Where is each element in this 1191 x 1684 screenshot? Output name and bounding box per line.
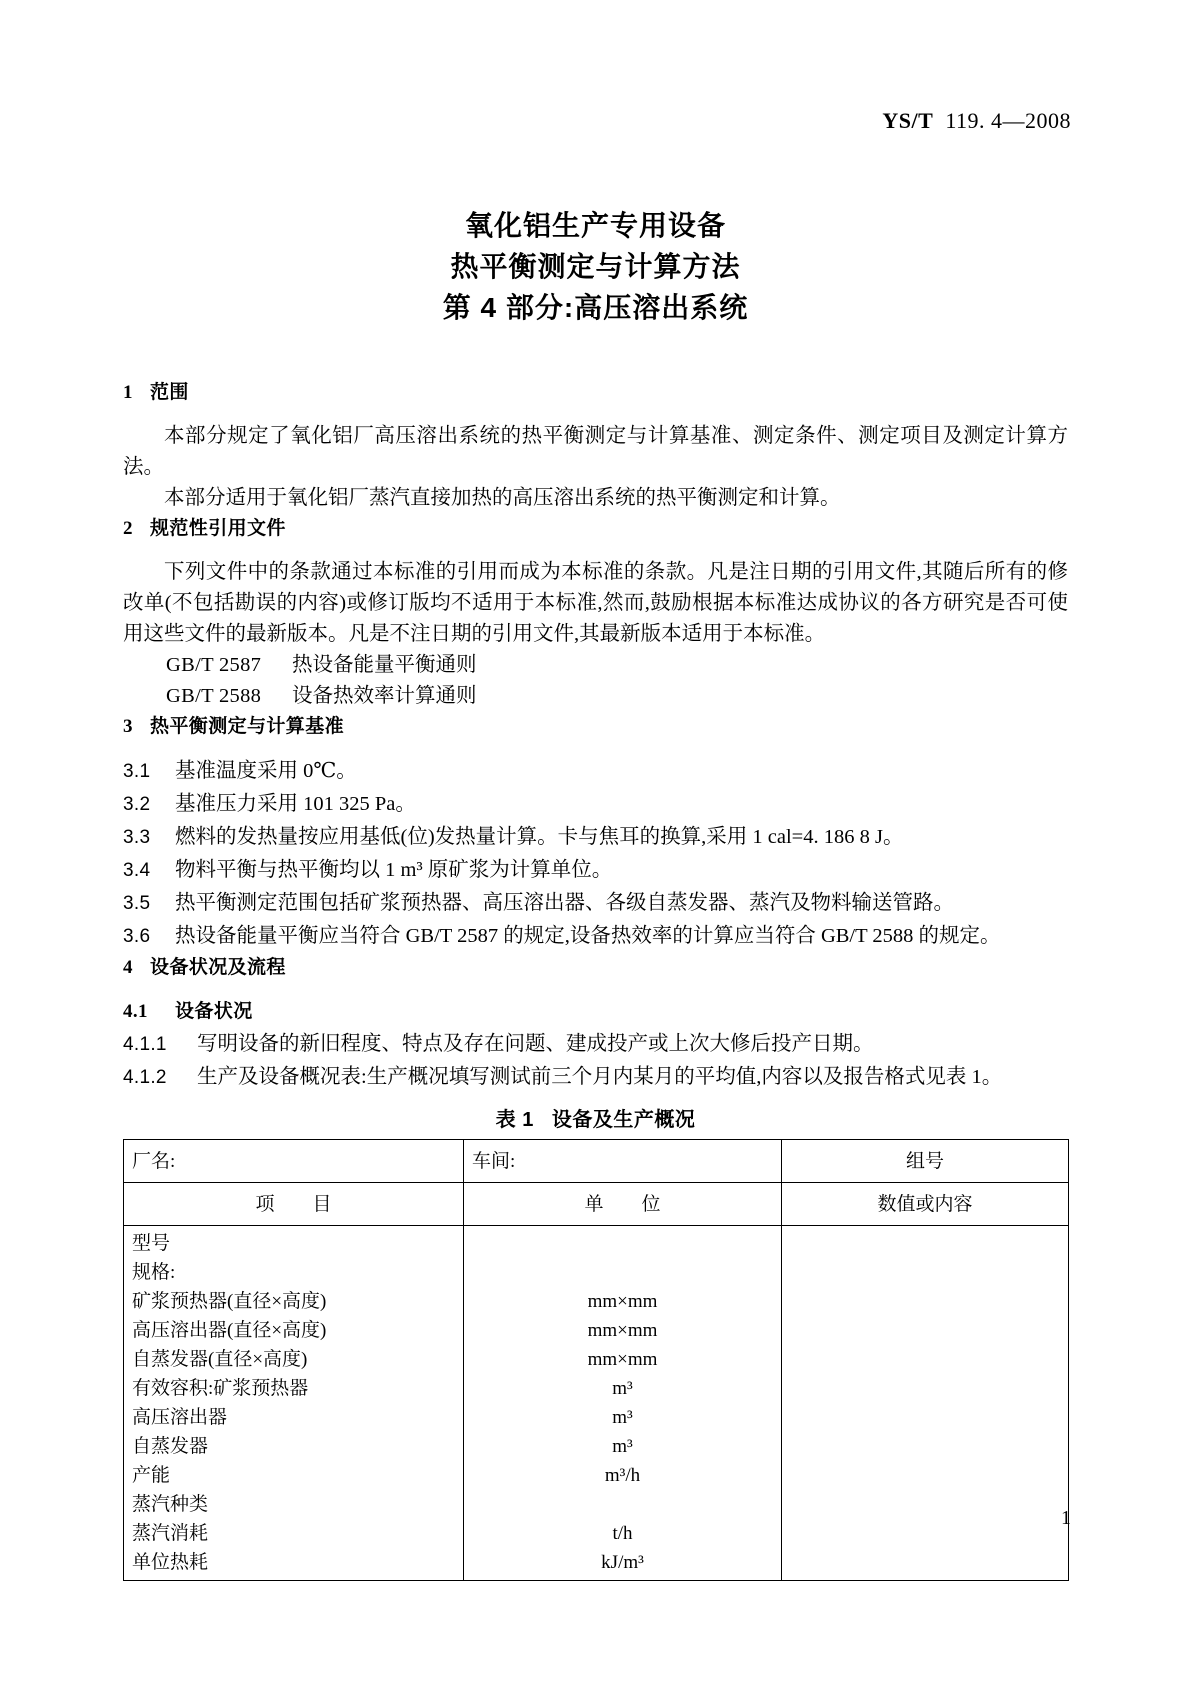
item-label: 蒸汽消耗 <box>132 1523 209 1544</box>
normative-reference-2 <box>123 681 1068 712</box>
workshop-cell[interactable]: 车间: <box>464 1140 782 1183</box>
item-label: 矿浆预热器(直径×高度) <box>132 1291 327 1312</box>
table-caption <box>123 1103 1068 1132</box>
item-label: 规格: <box>132 1262 176 1283</box>
column-header-value: 数值或内容 <box>782 1183 1069 1226</box>
column-header-item: 项 目 <box>124 1183 464 1226</box>
section-title-3: 热平衡测定与计算基准 <box>150 716 345 737</box>
section-heading-3 <box>123 712 1068 742</box>
subsection-number-4-1: 4.1 <box>123 1001 148 1022</box>
clause-number-3-3: 3.3 <box>123 827 151 848</box>
unit-label: kJ/m³ <box>601 1552 644 1573</box>
standard-number: 119. 4—2008 <box>945 108 1071 133</box>
section-number-4: 4 <box>123 957 133 978</box>
clause-number-4-1-1: 4.1.1 <box>123 1034 167 1055</box>
clause-3-5 <box>123 887 1068 920</box>
reference-code-1: GB/T 2587 <box>166 654 262 676</box>
item-names-cell <box>124 1226 464 1581</box>
group-number-cell[interactable]: 组号 <box>782 1140 1069 1183</box>
table-caption-label: 表 1 <box>495 1109 534 1131</box>
clause-3-4 <box>123 854 1068 887</box>
table-caption-title: 设备及生产概况 <box>551 1109 696 1131</box>
clause-4-1-1 <box>123 1028 1068 1061</box>
section-1-paragraph-1: 本部分规定了氧化铝厂高压溶出系统的热平衡测定与计算基准、测定条件、测定项目及测定计算方法。 <box>123 425 1068 478</box>
unit-label: m³ <box>612 1378 633 1399</box>
page-title <box>0 205 1191 328</box>
section-number-3: 3 <box>123 716 133 737</box>
unit-label: mm×mm <box>587 1320 658 1341</box>
factory-name-cell[interactable]: 厂名: <box>124 1140 464 1183</box>
clause-text-4-1-2: 生产及设备概况表:生产概况填写测试前三个月内某月的平均值,内容以及报告格式见表 1。 <box>197 1066 1003 1088</box>
reference-title-2: 设备热效率计算通则 <box>291 685 477 707</box>
normative-reference-1 <box>123 650 1068 681</box>
reference-title-1: 热设备能量平衡通则 <box>291 654 477 676</box>
standard-prefix: YS/T <box>882 108 934 133</box>
column-header-unit: 单 位 <box>464 1183 782 1226</box>
subsection-heading-4-1 <box>123 996 1068 1028</box>
section-title-1: 范围 <box>150 382 189 403</box>
clause-3-6 <box>123 920 1068 953</box>
title-line-3: 第 4 部分:高压溶出系统 <box>442 292 749 323</box>
item-label: 型号 <box>132 1233 171 1254</box>
subsection-title-4-1: 设备状况 <box>175 1001 253 1022</box>
unit-label: mm×mm <box>587 1291 658 1312</box>
section-heading-1 <box>123 378 1068 408</box>
section-title-4: 设备状况及流程 <box>150 957 286 978</box>
clause-number-4-1-2: 4.1.2 <box>123 1067 167 1088</box>
reference-code-2: GB/T 2588 <box>166 685 262 707</box>
section-1-paragraph-2: 本部分适用于氧化铝厂蒸汽直接加热的高压溶出系统的热平衡测定和计算。 <box>164 487 841 509</box>
clause-3-2 <box>123 788 1068 821</box>
item-label: 高压溶出器(直径×高度) <box>132 1320 327 1341</box>
clause-text-3-1: 基准温度采用 0℃。 <box>175 760 357 782</box>
clause-text-3-3: 燃料的发热量按应用基低(位)发热量计算。卡与焦耳的换算,采用 1 cal=4. 186 8 J。 <box>175 826 904 848</box>
section-title-2: 规范性引用文件 <box>150 518 286 539</box>
title-line-2: 热平衡测定与计算方法 <box>450 251 741 282</box>
title-line-1: 氧化铝生产专用设备 <box>464 210 726 241</box>
clause-text-3-4: 物料平衡与热平衡均以 1 m³ 原矿浆为计算单位。 <box>175 859 613 881</box>
unit-label: m³ <box>612 1407 633 1428</box>
units-cell <box>464 1226 782 1581</box>
unit-label <box>472 1229 773 1258</box>
item-label: 蒸汽种类 <box>132 1494 209 1515</box>
item-label: 高压溶出器 <box>132 1407 228 1428</box>
table-row <box>124 1226 1069 1581</box>
item-label: 单位热耗 <box>132 1552 209 1573</box>
section-heading-4 <box>123 953 1068 983</box>
unit-label: mm×mm <box>587 1349 658 1370</box>
section-heading-2 <box>123 514 1068 544</box>
unit-label: m³ <box>612 1436 633 1457</box>
section-number-1: 1 <box>123 382 133 403</box>
unit-label: t/h <box>612 1523 633 1544</box>
clause-number-3-6: 3.6 <box>123 926 151 947</box>
values-cell[interactable] <box>782 1226 1069 1581</box>
unit-label <box>472 1258 773 1287</box>
page-number: 1 <box>1061 1507 1071 1529</box>
running-header <box>0 108 1071 134</box>
clause-number-3-1: 3.1 <box>123 761 151 782</box>
clause-number-3-2: 3.2 <box>123 794 151 815</box>
item-label: 有效容积:矿浆预热器 <box>132 1378 309 1399</box>
item-label: 自蒸发器 <box>132 1436 209 1457</box>
clause-text-3-5: 热平衡测定范围包括矿浆预热器、高压溶出器、各级自蒸发器、蒸汽及物料输送管路。 <box>175 892 954 914</box>
clause-3-1 <box>123 755 1068 788</box>
section-number-2: 2 <box>123 518 133 539</box>
clause-4-1-2 <box>123 1061 1068 1094</box>
item-label: 产能 <box>132 1465 171 1486</box>
clause-text-3-6: 热设备能量平衡应当符合 GB/T 2587 的规定,设备热效率的计算应当符合 GB/T 2588 的规定。 <box>175 925 1001 947</box>
section-2-paragraph-1: 下列文件中的条款通过本标准的引用而成为本标准的条款。凡是注日期的引用文件,其随后所有的修改单(不包括勘误的内容)或修订版均不适用于本标准,然而,鼓励根据本标准达成协议的各方研究是否可使用这些文件的最新版本。凡是不注日期的引用文件,其最新版本适用于本标准。 <box>123 561 1068 645</box>
clause-3-3 <box>123 821 1068 854</box>
clause-number-3-4: 3.4 <box>123 860 151 881</box>
unit-label: m³/h <box>604 1465 641 1486</box>
document-body <box>123 378 1068 1581</box>
equipment-production-overview-table <box>123 1139 1069 1581</box>
table-header-row <box>124 1183 1069 1226</box>
clause-text-3-2: 基准压力采用 101 325 Pa。 <box>175 793 416 815</box>
table-row-identification <box>124 1140 1069 1183</box>
clause-number-3-5: 3.5 <box>123 893 151 914</box>
clause-text-4-1-1: 写明设备的新旧程度、特点及存在问题、建成投产或上次大修后投产日期。 <box>197 1033 874 1055</box>
unit-label <box>472 1490 773 1519</box>
item-label: 自蒸发器(直径×高度) <box>132 1349 308 1370</box>
